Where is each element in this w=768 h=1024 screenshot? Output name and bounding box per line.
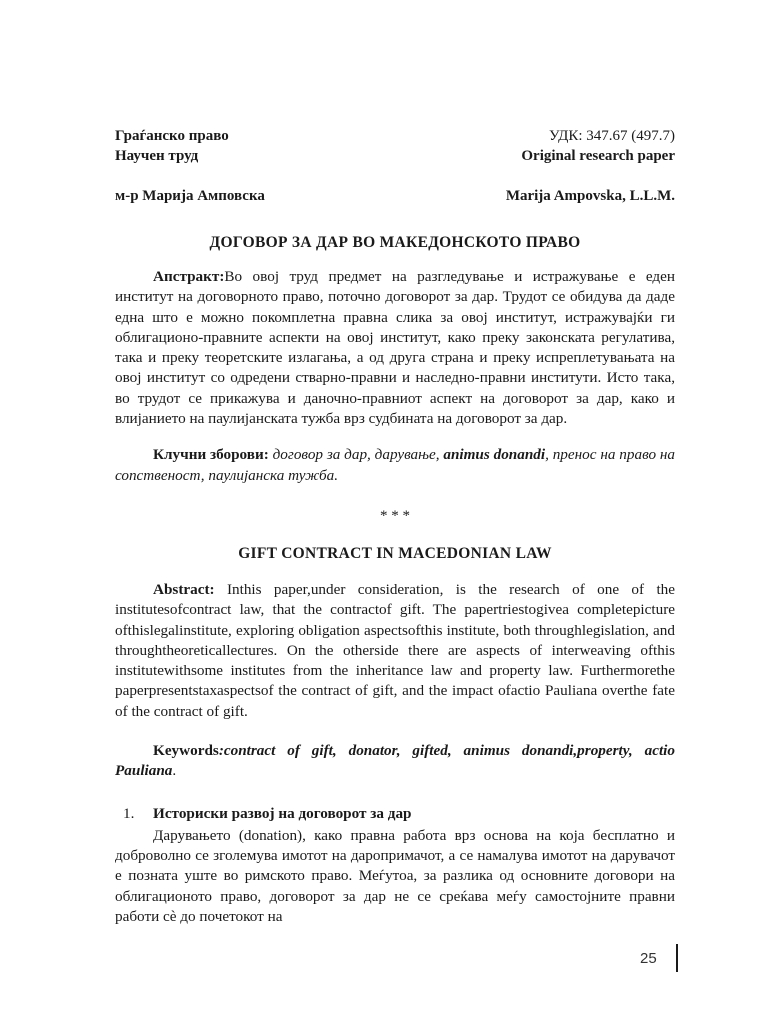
section-number: 1.	[123, 804, 135, 822]
section-body: Дарувањето (donation), како правна работа врз основа на која бесплатно и доброволно се зголемува имотот на дaропримачот, а се намалува имотот на дарувачот е позната уште во римското право. Меѓутоа, за разлика од основните договори на облигационото право, договорот за дар не се среќава меѓу самостојните правни работи сè до почетокот на	[115, 826, 675, 925]
keywords-en-text: :contract of gift, donator, gifted, animus donandi,property, actio Pauliana	[115, 742, 675, 780]
section-heading	[115, 804, 675, 824]
abstract-en-text: Inthis paper,under consideration, is the research of one of the institutesofcontract law, that the contractof gift. The papertriestogivea completepicture ofthislegalinstitute, exploring obligation aspectsofthis institute, both throughlegislation, and throughtheoreticallectures. On the otherside there are aspects of interweaving ofthis institutewithsome institutes from the inheritance law and property law. Furthermorethe paperpresentstaxaspectsof the contract of gift, and the impact ofactio Pauliana overthe fate of the contract of gift.	[115, 580, 676, 720]
keywords-en-end: .	[172, 762, 177, 780]
abstract-mk	[115, 267, 675, 429]
abstract-en-label: Abstract:	[153, 580, 215, 598]
keywords-mk	[115, 445, 675, 486]
keywords-en	[115, 741, 675, 782]
keywords-mk-colon: :	[263, 446, 269, 464]
page-number-rule	[676, 944, 678, 972]
document-page	[115, 126, 675, 927]
header-row-author	[115, 186, 675, 206]
author-en: Marija Ampovska, L.L.M.	[505, 188, 675, 204]
section-separator: * * *	[380, 507, 410, 524]
keywords-mk-latin: animus donandi	[443, 446, 546, 464]
section-title: Историски развој на договорот за дар	[153, 804, 412, 822]
title-mk: ДОГОВОР ЗА ДАР ВО МАКЕДОНСКОТО ПРАВО	[209, 234, 581, 251]
keywords-mk-label: Клучни зборови	[153, 446, 264, 464]
keywords-en-label: Keywords	[153, 742, 219, 760]
abstract-en	[115, 580, 675, 722]
header-row-field	[115, 126, 675, 146]
field-label: Граѓанско право	[115, 128, 229, 144]
page-number: 25	[640, 950, 657, 967]
keywords-mk-rest: , пренос на право на сопственост, паулијанска тужба.	[115, 446, 676, 484]
paper-type-mk: Научен труд	[115, 148, 199, 164]
title-en: GIFT CONTRACT IN MACEDONIAN LAW	[238, 544, 552, 562]
keywords-mk-text: договор за дар, дарување,	[272, 446, 440, 464]
udc-code: УДК: 347.67 (497.7)	[549, 128, 675, 144]
author-mk: м-р Марија Амповска	[115, 188, 265, 204]
abstract-mk-label: Апстракт:	[153, 268, 225, 285]
header-row-type	[115, 146, 675, 166]
paper-type-en: Original research paper	[521, 148, 675, 164]
abstract-mk-text: Во овој труд предмет на разгледување и истражување е еден институт на договорното право, поточно договорот за дар. Трудот се обидува да даде една што е можно покомплетна правна слика за овој институт, истражувајќи ги облигационо-правните аспекти на овој институт, како преку законската регулатива, така и преку теоретските излагања, а од друга страна и преку испреплетувањата на овој институт со одредени стварно-правни и наследно-правни институти. Исто така, во трудот се прикажува и даночно-правниот аспект на договорот за дар, како и влијанието на паулијанската тужба врз судбината на договорот за дар.	[115, 268, 675, 428]
